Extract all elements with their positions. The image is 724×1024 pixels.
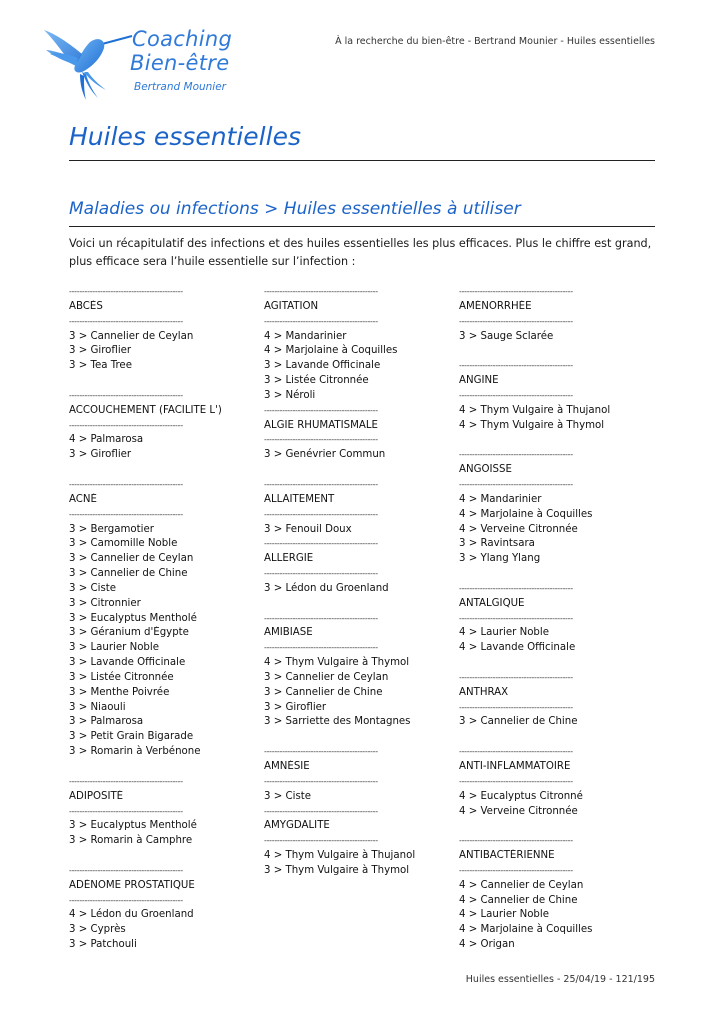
condition-heading: ANTALGIQUE bbox=[459, 597, 525, 609]
condition-heading: ADÉNOME PROSTATIQUE bbox=[69, 879, 195, 891]
oil-list-item: 4 > Thym Vulgaire à Thujanol bbox=[459, 404, 611, 416]
separator-line: -------------------------------------------- bbox=[69, 806, 183, 816]
oil-list-item: 3 > Giroflier bbox=[69, 345, 132, 357]
oil-list-item: 4 > Thym Vulgaire à Thymol bbox=[264, 657, 410, 669]
separator-line: -------------------------------------------- bbox=[264, 643, 378, 653]
logo bbox=[42, 22, 242, 102]
blank-line bbox=[459, 344, 644, 359]
separator-line: -------------------------------------------- bbox=[264, 613, 378, 623]
separator-line: -------------------------------------------- bbox=[264, 316, 378, 326]
separator-line: -------------------------------------------- bbox=[69, 895, 183, 905]
separator-line: -------------------------------------------- bbox=[459, 316, 573, 326]
oil-list-item: 4 > Mandarinier bbox=[459, 493, 542, 505]
breadcrumb: À la recherche du bien-être - Bertrand Mounier - Huiles essentielles bbox=[335, 36, 655, 47]
oil-list-item: 3 > Cannelier de Ceylan bbox=[69, 553, 194, 565]
condition-heading: ANGINE bbox=[459, 375, 499, 387]
oil-list-item: 3 > Thym Vulgaire à Thymol bbox=[264, 864, 410, 876]
blank-line bbox=[459, 819, 644, 834]
separator-line: -------------------------------------------- bbox=[459, 287, 573, 296]
oil-list-item: 3 > Lavande Officinale bbox=[69, 657, 186, 669]
separator-line: -------------------------------------------- bbox=[459, 865, 573, 875]
oil-list-item: 3 > Néroli bbox=[264, 389, 316, 401]
oil-list-item: 3 > Lavande Officinale bbox=[264, 360, 381, 372]
separator-line: -------------------------------------------- bbox=[264, 747, 378, 757]
condition-heading: ACCOUCHEMENT (FACILITE L') bbox=[69, 404, 222, 416]
hummingbird-icon bbox=[42, 24, 134, 102]
oil-list-item: 4 > Marjolaine à Coquilles bbox=[459, 508, 593, 520]
condition-heading: AMNÉSIE bbox=[264, 761, 310, 772]
oil-list-item: 3 > Petit Grain Bigarade bbox=[69, 731, 194, 743]
oil-list-item: 3 > Citronnier bbox=[69, 597, 141, 609]
separator-line: -------------------------------------------- bbox=[459, 450, 573, 460]
oil-list-item: 3 > Cannelier de Chine bbox=[459, 716, 578, 728]
separator-line: -------------------------------------------- bbox=[264, 435, 378, 445]
oil-list-item: 3 > Eucalyptus Mentholé bbox=[69, 612, 197, 624]
oil-list-item: 3 > Ciste bbox=[69, 582, 117, 594]
separator-line: -------------------------------------------- bbox=[264, 509, 378, 519]
logo-title-line2: Bien-être bbox=[130, 51, 230, 75]
blank-line bbox=[69, 463, 254, 478]
separator-line: -------------------------------------------- bbox=[459, 390, 573, 400]
condition-heading: ALGIE RHUMATISMALE bbox=[264, 419, 378, 431]
column-3 bbox=[459, 285, 644, 953]
page-title: Huiles essentielles bbox=[69, 122, 301, 151]
condition-heading: ALLAITEMENT bbox=[264, 493, 335, 505]
separator-line: -------------------------------------------- bbox=[69, 287, 183, 296]
separator-line: -------------------------------------------- bbox=[459, 672, 573, 682]
oil-list-item: 3 > Camomille Noble bbox=[69, 538, 178, 550]
oil-list-item: 4 > Eucalyptus Citronné bbox=[459, 790, 583, 802]
separator-line: -------------------------------------------- bbox=[264, 806, 378, 816]
separator-line: -------------------------------------------- bbox=[459, 613, 573, 623]
blank-line bbox=[459, 433, 644, 448]
separator-line: -------------------------------------------- bbox=[459, 702, 573, 712]
blank-line bbox=[69, 374, 254, 389]
oil-list-item: 4 > Cannelier de Ceylan bbox=[459, 879, 584, 891]
oil-list-item: 4 > Lavande Officinale bbox=[459, 642, 576, 654]
separator-line: -------------------------------------------- bbox=[459, 836, 573, 846]
condition-heading: AMIBIASE bbox=[264, 627, 313, 639]
oil-list-item: 4 > Verveine Citronnée bbox=[459, 805, 578, 817]
oil-list-item: 3 > Lédon du Groenland bbox=[264, 582, 389, 594]
oil-list-item: 3 > Giroflier bbox=[264, 701, 327, 713]
blank-line bbox=[69, 849, 254, 864]
condition-heading: ANTHRAX bbox=[459, 686, 509, 698]
condition-heading: AMYGDALITE bbox=[264, 820, 330, 832]
oil-list-item: 4 > Origan bbox=[459, 939, 515, 951]
logo-title-line1: Coaching bbox=[132, 27, 233, 51]
title-divider bbox=[69, 160, 655, 161]
oil-list-item: 3 > Niaouli bbox=[69, 701, 126, 713]
oil-list-item: 3 > Sarriette des Montagnes bbox=[264, 716, 411, 728]
oil-list-item: 3 > Genévrier Commun bbox=[264, 449, 386, 461]
oil-list-item: 3 > Fenouil Doux bbox=[264, 523, 352, 535]
blank-line bbox=[459, 567, 644, 582]
oil-list-item: 3 > Eucalyptus Mentholé bbox=[69, 820, 197, 832]
oil-list-item: 4 > Lédon du Groenland bbox=[69, 909, 194, 921]
oil-list-item: 3 > Laurier Noble bbox=[69, 642, 160, 654]
blank-line bbox=[69, 760, 254, 775]
oil-list-item: 3 > Cannelier de Chine bbox=[69, 568, 188, 580]
blank-line bbox=[264, 730, 449, 745]
oil-list-item: 3 > Listée Citronnée bbox=[264, 375, 369, 387]
oil-list-item: 3 > Patchouli bbox=[69, 939, 137, 951]
separator-line: -------------------------------------------- bbox=[459, 361, 573, 371]
oil-list-item: 3 > Menthe Poivrée bbox=[69, 686, 170, 698]
column-2 bbox=[264, 285, 449, 879]
condition-heading: ANTIBACTÉRIENNE bbox=[459, 850, 555, 862]
separator-line: -------------------------------------------- bbox=[264, 287, 378, 296]
column-1 bbox=[69, 285, 254, 953]
oil-list-item: 3 > Tea Tree bbox=[69, 360, 132, 372]
oil-list-item: 3 > Cannelier de Ceylan bbox=[264, 671, 389, 683]
oil-list-item: 4 > Cannelier de Chine bbox=[459, 894, 578, 906]
oil-list-item: 3 > Géranium d'Égypte bbox=[69, 627, 189, 639]
oil-list-item: 4 > Marjolaine à Coquilles bbox=[264, 345, 398, 357]
condition-heading: ANTI-INFLAMMATOIRE bbox=[459, 761, 571, 772]
oil-list-item: 3 > Cyprès bbox=[69, 924, 126, 936]
separator-line: -------------------------------------------- bbox=[264, 569, 378, 579]
condition-heading: AMÉNORRHÉE bbox=[459, 300, 532, 312]
oil-list-item: 4 > Thym Vulgaire à Thujanol bbox=[264, 850, 416, 862]
oil-list-item: 3 > Ylang Ylang bbox=[459, 553, 541, 565]
condition-heading: ACNÉ bbox=[69, 493, 97, 505]
oil-list-item: 3 > Giroflier bbox=[69, 449, 132, 461]
condition-heading: ALLERGIE bbox=[264, 553, 314, 565]
separator-line: -------------------------------------------- bbox=[69, 316, 183, 326]
separator-line: -------------------------------------------- bbox=[69, 776, 183, 786]
separator-line: -------------------------------------------- bbox=[264, 836, 378, 846]
separator-line: -------------------------------------------- bbox=[264, 776, 378, 786]
blank-line bbox=[459, 730, 644, 745]
separator-line: -------------------------------------------- bbox=[264, 539, 378, 549]
oil-list-item: 3 > Cannelier de Chine bbox=[264, 686, 383, 698]
oil-list-item: 4 > Mandarinier bbox=[264, 330, 347, 342]
separator-line: -------------------------------------------- bbox=[69, 509, 183, 519]
oil-list-item: 4 > Thym Vulgaire à Thymol bbox=[459, 419, 605, 431]
oil-list-item: 4 > Marjolaine à Coquilles bbox=[459, 924, 593, 936]
intro-text: Voici un récapitulatif des infections et des huiles essentielles les plus efficaces. Plus le chiffre est grand, plus efficace sera l’huile essentielle sur l’infection : bbox=[69, 237, 652, 268]
oil-list-item: 3 > Ciste bbox=[264, 790, 312, 802]
oil-list-item: 4 > Verveine Citronnée bbox=[459, 523, 578, 535]
section-divider bbox=[69, 226, 655, 227]
blank-line bbox=[264, 463, 449, 478]
separator-line: -------------------------------------------- bbox=[69, 865, 183, 875]
separator-line: -------------------------------------------- bbox=[69, 479, 183, 489]
condition-heading: ANGOISSE bbox=[459, 464, 512, 476]
page-footer: Huiles essentielles - 25/04/19 - 121/195 bbox=[465, 974, 655, 985]
separator-line: -------------------------------------------- bbox=[264, 405, 378, 415]
separator-line: -------------------------------------------- bbox=[264, 479, 378, 489]
blank-line bbox=[264, 597, 449, 612]
oil-list-item: 3 > Ravintsara bbox=[459, 538, 535, 550]
condition-heading: ADIPOSITÉ bbox=[69, 790, 124, 802]
separator-line: -------------------------------------------- bbox=[69, 420, 183, 430]
separator-line: -------------------------------------------- bbox=[459, 479, 573, 489]
oil-list-item: 3 > Cannelier de Ceylan bbox=[69, 330, 194, 342]
section-title: Maladies ou infections > Huiles essentielles à utiliser bbox=[69, 199, 521, 219]
oil-list-item: 3 > Sauge Sclarée bbox=[459, 330, 554, 342]
blank-line bbox=[459, 656, 644, 671]
oil-list-item: 3 > Romarin à Verbénone bbox=[69, 746, 201, 758]
oil-list-item: 3 > Bergamotier bbox=[69, 523, 154, 535]
separator-line: -------------------------------------------- bbox=[459, 583, 573, 593]
oil-list-item: 3 > Palmarosa bbox=[69, 716, 144, 728]
oil-list-item: 4 > Laurier Noble bbox=[459, 909, 550, 921]
condition-heading: AGITATION bbox=[264, 300, 319, 312]
oil-list-item: 3 > Listée Citronnée bbox=[69, 671, 174, 683]
separator-line: -------------------------------------------- bbox=[459, 776, 573, 786]
separator-line: -------------------------------------------- bbox=[69, 390, 183, 400]
separator-line: -------------------------------------------- bbox=[459, 747, 573, 757]
condition-heading: ABCÈS bbox=[69, 300, 103, 312]
logo-subtitle: Bertrand Mounier bbox=[134, 81, 226, 93]
oil-list-item: 3 > Romarin à Camphre bbox=[69, 835, 193, 847]
oil-list-item: 4 > Palmarosa bbox=[69, 434, 144, 446]
oil-list-item: 4 > Laurier Noble bbox=[459, 627, 550, 639]
